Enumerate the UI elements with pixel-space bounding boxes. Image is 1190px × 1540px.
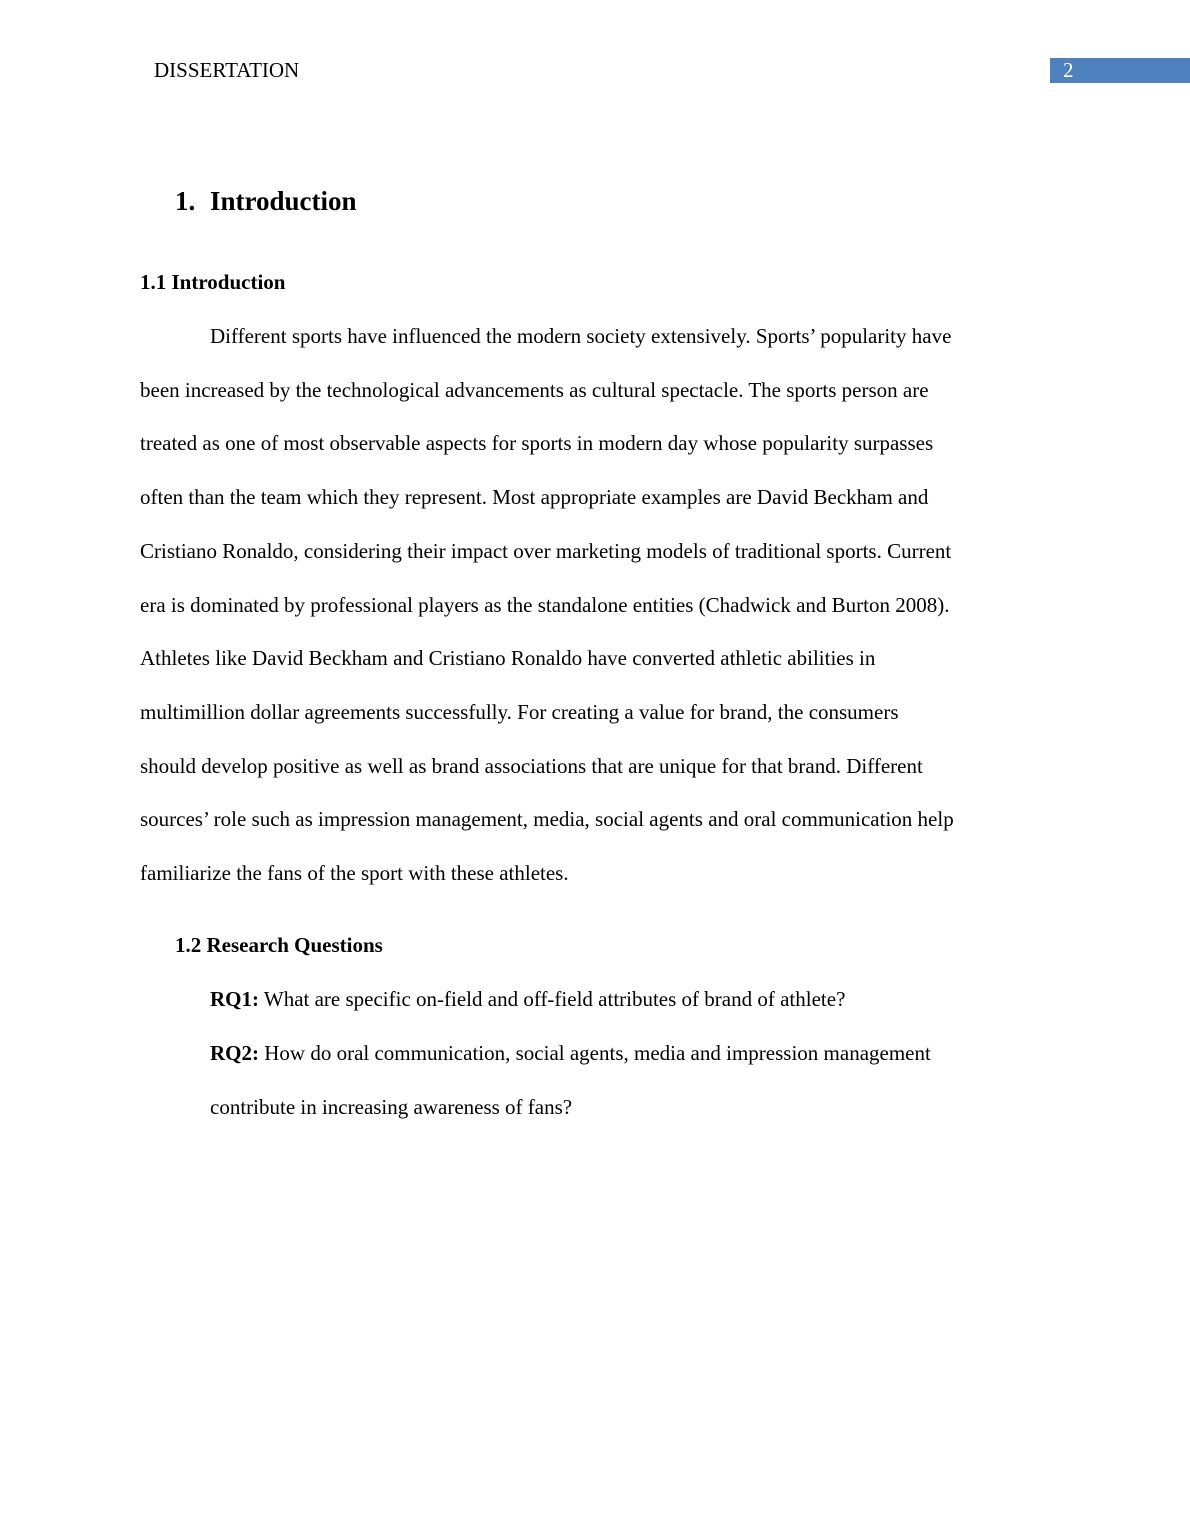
paragraph-line: Different sports have influenced the modern society extensively. Sports’ popularity have — [210, 324, 952, 348]
rq2-text: How do oral communication, social agents, media and impression management — [259, 1041, 931, 1065]
paragraph-line: familiarize the fans of the sport with these athletes. — [140, 861, 569, 885]
paragraph-line: multimillion dollar agreements successfully. For creating a value for brand, the consumers — [140, 699, 899, 724]
paragraph-line: era is dominated by professional players as the standalone entities (Chadwick and Burton 2008). — [140, 592, 950, 617]
section-heading-1-1: 1.1 Introduction — [140, 270, 286, 294]
chapter-title: Introduction — [210, 186, 357, 216]
paragraph-line: should develop positive as well as brand associations that are unique for that brand. Different — [140, 753, 923, 778]
research-question-1 — [210, 987, 845, 1012]
rq2-label: RQ2: — [210, 1041, 259, 1065]
paragraph-line: Athletes like David Beckham and Cristiano Ronaldo have converted athletic abilities in — [140, 646, 876, 671]
research-question-2 — [210, 1041, 931, 1066]
paragraph-line: been increased by the technological advancements as cultural spectacle. The sports person are — [140, 377, 929, 402]
paragraph-line: often than the team which they represent. Most appropriate examples are David Beckham and — [140, 485, 929, 510]
research-question-2-continued: contribute in increasing awareness of fans? — [210, 1095, 573, 1119]
running-header: DISSERTATION — [154, 58, 300, 82]
page-number-bar — [1050, 58, 1190, 83]
rq1-text: What are specific on-field and off-field attributes of brand of athlete? — [259, 987, 846, 1011]
chapter-heading — [175, 186, 357, 217]
paragraph-line: treated as one of most observable aspects for sports in modern day whose popularity surpasses — [140, 431, 934, 456]
section-heading-1-2: 1.2 Research Questions — [175, 933, 383, 957]
paragraph-line: sources’ role such as impression management, media, social agents and oral communication help — [140, 807, 954, 832]
rq1-label: RQ1: — [210, 987, 259, 1011]
chapter-number: 1. — [175, 186, 196, 216]
page-number: 2 — [1063, 58, 1074, 82]
paragraph-line: Cristiano Ronaldo, considering their impact over marketing models of traditional sports. Current — [140, 538, 952, 563]
